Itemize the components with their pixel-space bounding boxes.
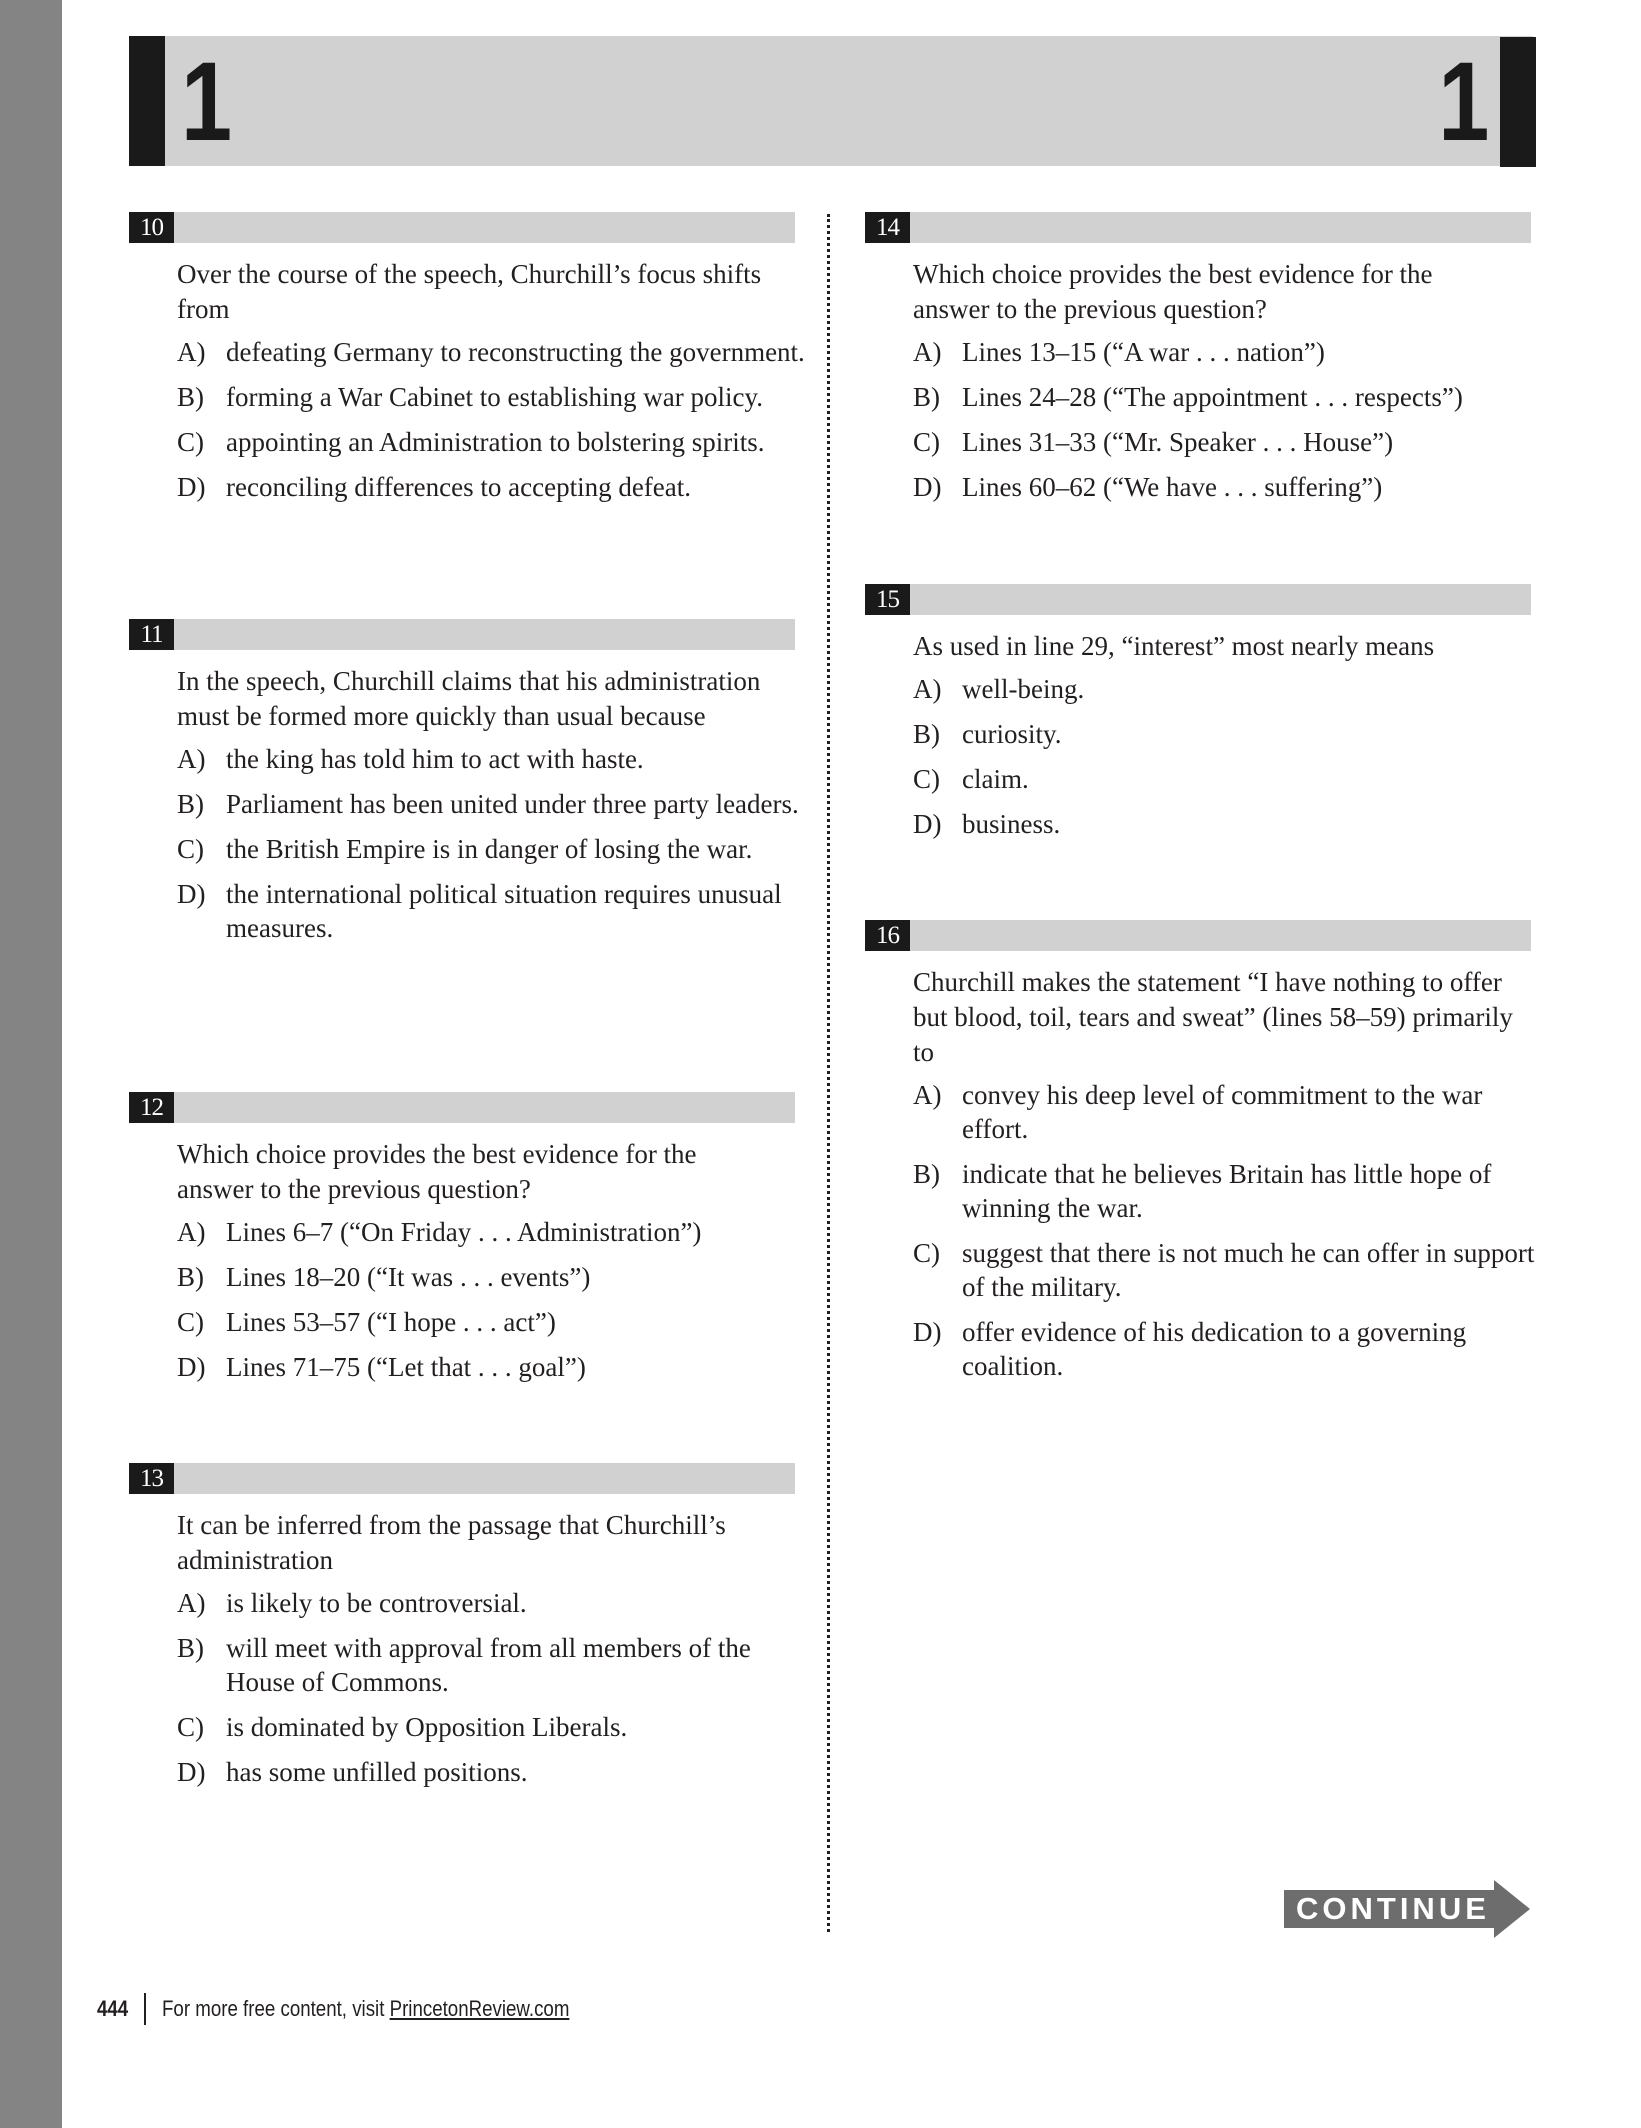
- question-13: [129, 1463, 795, 1800]
- choice-letter: B): [913, 719, 940, 749]
- choice-text: curiosity.: [962, 719, 1062, 749]
- choice-text: claim.: [962, 764, 1029, 794]
- choice-text: defeating Germany to reconstructing the government.: [226, 337, 805, 367]
- choice-letter: A): [913, 674, 942, 704]
- choice-d[interactable]: [913, 470, 1542, 504]
- choice-a[interactable]: [177, 742, 806, 776]
- question-11: [129, 619, 799, 956]
- choice-text: is likely to be controversial.: [226, 1588, 527, 1618]
- section-number-left: 1: [181, 39, 233, 164]
- choice-c[interactable]: [177, 425, 806, 459]
- choice-d[interactable]: [177, 470, 806, 504]
- choice-c[interactable]: [177, 1305, 806, 1339]
- continue-label: CONTINUE: [1296, 1891, 1490, 1926]
- choice-b[interactable]: [177, 1631, 806, 1699]
- question-stem: It can be inferred from the passage that Churchill’s administration: [177, 1510, 726, 1575]
- promo-text: For more free content, visit: [161, 1996, 390, 2021]
- choice-letter: C): [913, 764, 940, 794]
- question-bar: [129, 1092, 795, 1123]
- question-12: [129, 1092, 795, 1395]
- page-footer: [97, 1993, 641, 2025]
- question-bar: [129, 619, 795, 650]
- choice-letter: B): [177, 1633, 204, 1663]
- choice-d[interactable]: [177, 1350, 806, 1384]
- section-number-right: 1: [1437, 39, 1489, 164]
- choice-text: suggest that there is not much he can offer in support of the military.: [962, 1238, 1535, 1302]
- continue-button[interactable]: [1284, 1880, 1530, 1938]
- choice-text: forming a War Cabinet to establishing war policy.: [226, 382, 763, 412]
- question-bar: [129, 212, 795, 243]
- choice-text: Lines 71–75 (“Let that . . . goal”): [226, 1352, 586, 1382]
- choice-letter: C): [913, 427, 940, 457]
- choice-letter: A): [913, 337, 942, 367]
- answer-choices: [177, 1215, 795, 1384]
- question-number: 16: [865, 920, 910, 951]
- choice-text: Lines 60–62 (“We have . . . suffering”): [962, 472, 1383, 502]
- question-stem: Churchill makes the statement “I have nothing to offer but blood, toil, tears and sweat” (lines 58–59) primarily to: [913, 967, 1513, 1067]
- column-divider: [827, 214, 830, 1932]
- choice-text: the king has told him to act with haste.: [226, 744, 644, 774]
- answer-choices: [913, 1078, 1535, 1383]
- question-stem: Over the course of the speech, Churchill’s focus shifts from: [177, 259, 762, 324]
- answer-choices: [913, 335, 1531, 504]
- choice-text: appointing an Administration to bolstering spirits.: [226, 427, 765, 457]
- choice-text: Lines 13–15 (“A war . . . nation”): [962, 337, 1325, 367]
- page-number: 444: [97, 1996, 129, 2021]
- choice-c[interactable]: [177, 1710, 806, 1744]
- question-bar: [865, 584, 1531, 615]
- question-stem: As used in line 29, “interest” most nearly means: [913, 631, 1435, 661]
- choice-text: business.: [962, 809, 1061, 839]
- footer-separator: [144, 1993, 146, 2025]
- question-16: [865, 920, 1535, 1394]
- choice-a[interactable]: [913, 335, 1542, 369]
- question-10: [129, 212, 805, 515]
- choice-text: offer evidence of his dedication to a governing coalition.: [962, 1317, 1467, 1381]
- choice-letter: A): [913, 1080, 942, 1110]
- choice-b[interactable]: [177, 380, 806, 414]
- choice-text: reconciling differences to accepting defeat.: [226, 472, 692, 502]
- choice-letter: C): [177, 1712, 204, 1742]
- choice-d[interactable]: [177, 877, 806, 945]
- choice-letter: C): [913, 1238, 940, 1268]
- answer-choices: [177, 742, 799, 945]
- choice-text: Lines 53–57 (“I hope . . . act”): [226, 1307, 556, 1337]
- choice-text: the British Empire is in danger of losing the war.: [226, 834, 753, 864]
- question-bar: [129, 1463, 795, 1494]
- question-number: 15: [865, 584, 910, 615]
- choice-letter: C): [177, 427, 204, 457]
- question-number: 11: [129, 619, 174, 650]
- choice-text: Lines 31–33 (“Mr. Speaker . . . House”): [962, 427, 1394, 457]
- choice-letter: A): [177, 744, 206, 774]
- choice-letter: C): [177, 1307, 204, 1337]
- choice-b[interactable]: [913, 717, 1542, 751]
- choice-c[interactable]: [913, 762, 1542, 796]
- footer-promo: [162, 1996, 569, 2022]
- choice-letter: D): [177, 1352, 206, 1382]
- choice-text: Lines 18–20 (“It was . . . events”): [226, 1262, 591, 1292]
- choice-text: Parliament has been united under three party leaders.: [226, 789, 799, 819]
- question-14: [865, 212, 1531, 515]
- choice-a[interactable]: [913, 1078, 1542, 1146]
- choice-text: well-being.: [962, 674, 1085, 704]
- choice-text: Lines 6–7 (“On Friday . . . Administration”): [226, 1217, 702, 1247]
- section-marker-left: [129, 36, 165, 166]
- choice-letter: D): [913, 1317, 942, 1347]
- choice-c[interactable]: [913, 425, 1542, 459]
- choice-text: the international political situation requires unusual measures.: [226, 879, 782, 943]
- choice-letter: D): [177, 472, 206, 502]
- question-number: 13: [129, 1463, 174, 1494]
- choice-b[interactable]: [177, 787, 806, 821]
- choice-text: convey his deep level of commitment to the war effort.: [962, 1080, 1483, 1144]
- choice-a[interactable]: [177, 1215, 806, 1249]
- choice-text: has some unfilled positions.: [226, 1757, 528, 1787]
- question-number: 12: [129, 1092, 174, 1123]
- answer-choices: [913, 672, 1531, 841]
- choice-text: indicate that he believes Britain has little hope of winning the war.: [962, 1159, 1492, 1223]
- choice-letter: B): [177, 1262, 204, 1292]
- choice-letter: B): [913, 382, 940, 412]
- choice-letter: B): [177, 789, 204, 819]
- section-marker-right: [1500, 37, 1536, 167]
- choice-text: Lines 24–28 (“The appointment . . . respects”): [962, 382, 1463, 412]
- section-header: [129, 36, 1533, 166]
- choice-a[interactable]: [913, 672, 1542, 706]
- choice-letter: A): [177, 337, 206, 367]
- choice-b[interactable]: [177, 1260, 806, 1294]
- choice-d[interactable]: [913, 807, 1542, 841]
- choice-letter: D): [913, 809, 942, 839]
- question-stem: In the speech, Churchill claims that his administration must be formed more quickly than usual because: [177, 666, 761, 731]
- question-number: 14: [865, 212, 910, 243]
- choice-letter: B): [177, 382, 204, 412]
- choice-letter: D): [177, 1757, 206, 1787]
- choice-letter: D): [913, 472, 942, 502]
- choice-a[interactable]: [177, 335, 806, 369]
- choice-letter: A): [177, 1217, 206, 1247]
- choice-b[interactable]: [913, 380, 1542, 414]
- choice-d[interactable]: [177, 1755, 806, 1789]
- answer-choices: [177, 1586, 795, 1789]
- choice-text: will meet with approval from all members of the House of Commons.: [226, 1633, 751, 1697]
- choice-letter: A): [177, 1588, 206, 1618]
- question-number: 10: [129, 212, 174, 243]
- question-stem: Which choice provides the best evidence for the answer to the previous question?: [177, 1139, 697, 1204]
- page-edge-strip: [0, 0, 62, 2128]
- choice-a[interactable]: [177, 1586, 806, 1620]
- choice-letter: D): [177, 879, 206, 909]
- choice-d[interactable]: [913, 1315, 1542, 1383]
- choice-c[interactable]: [913, 1236, 1542, 1304]
- question-bar: [865, 212, 1531, 243]
- choice-c[interactable]: [177, 832, 806, 866]
- choice-b[interactable]: [913, 1157, 1542, 1225]
- question-bar: [865, 920, 1531, 951]
- choice-letter: B): [913, 1159, 940, 1189]
- question-stem: Which choice provides the best evidence for the answer to the previous question?: [913, 259, 1433, 324]
- princeton-review-link[interactable]: PrincetonReview.com: [389, 1996, 570, 2021]
- question-15: [865, 584, 1531, 852]
- choice-text: is dominated by Opposition Liberals.: [226, 1712, 628, 1742]
- choice-letter: C): [177, 834, 204, 864]
- answer-choices: [177, 335, 805, 504]
